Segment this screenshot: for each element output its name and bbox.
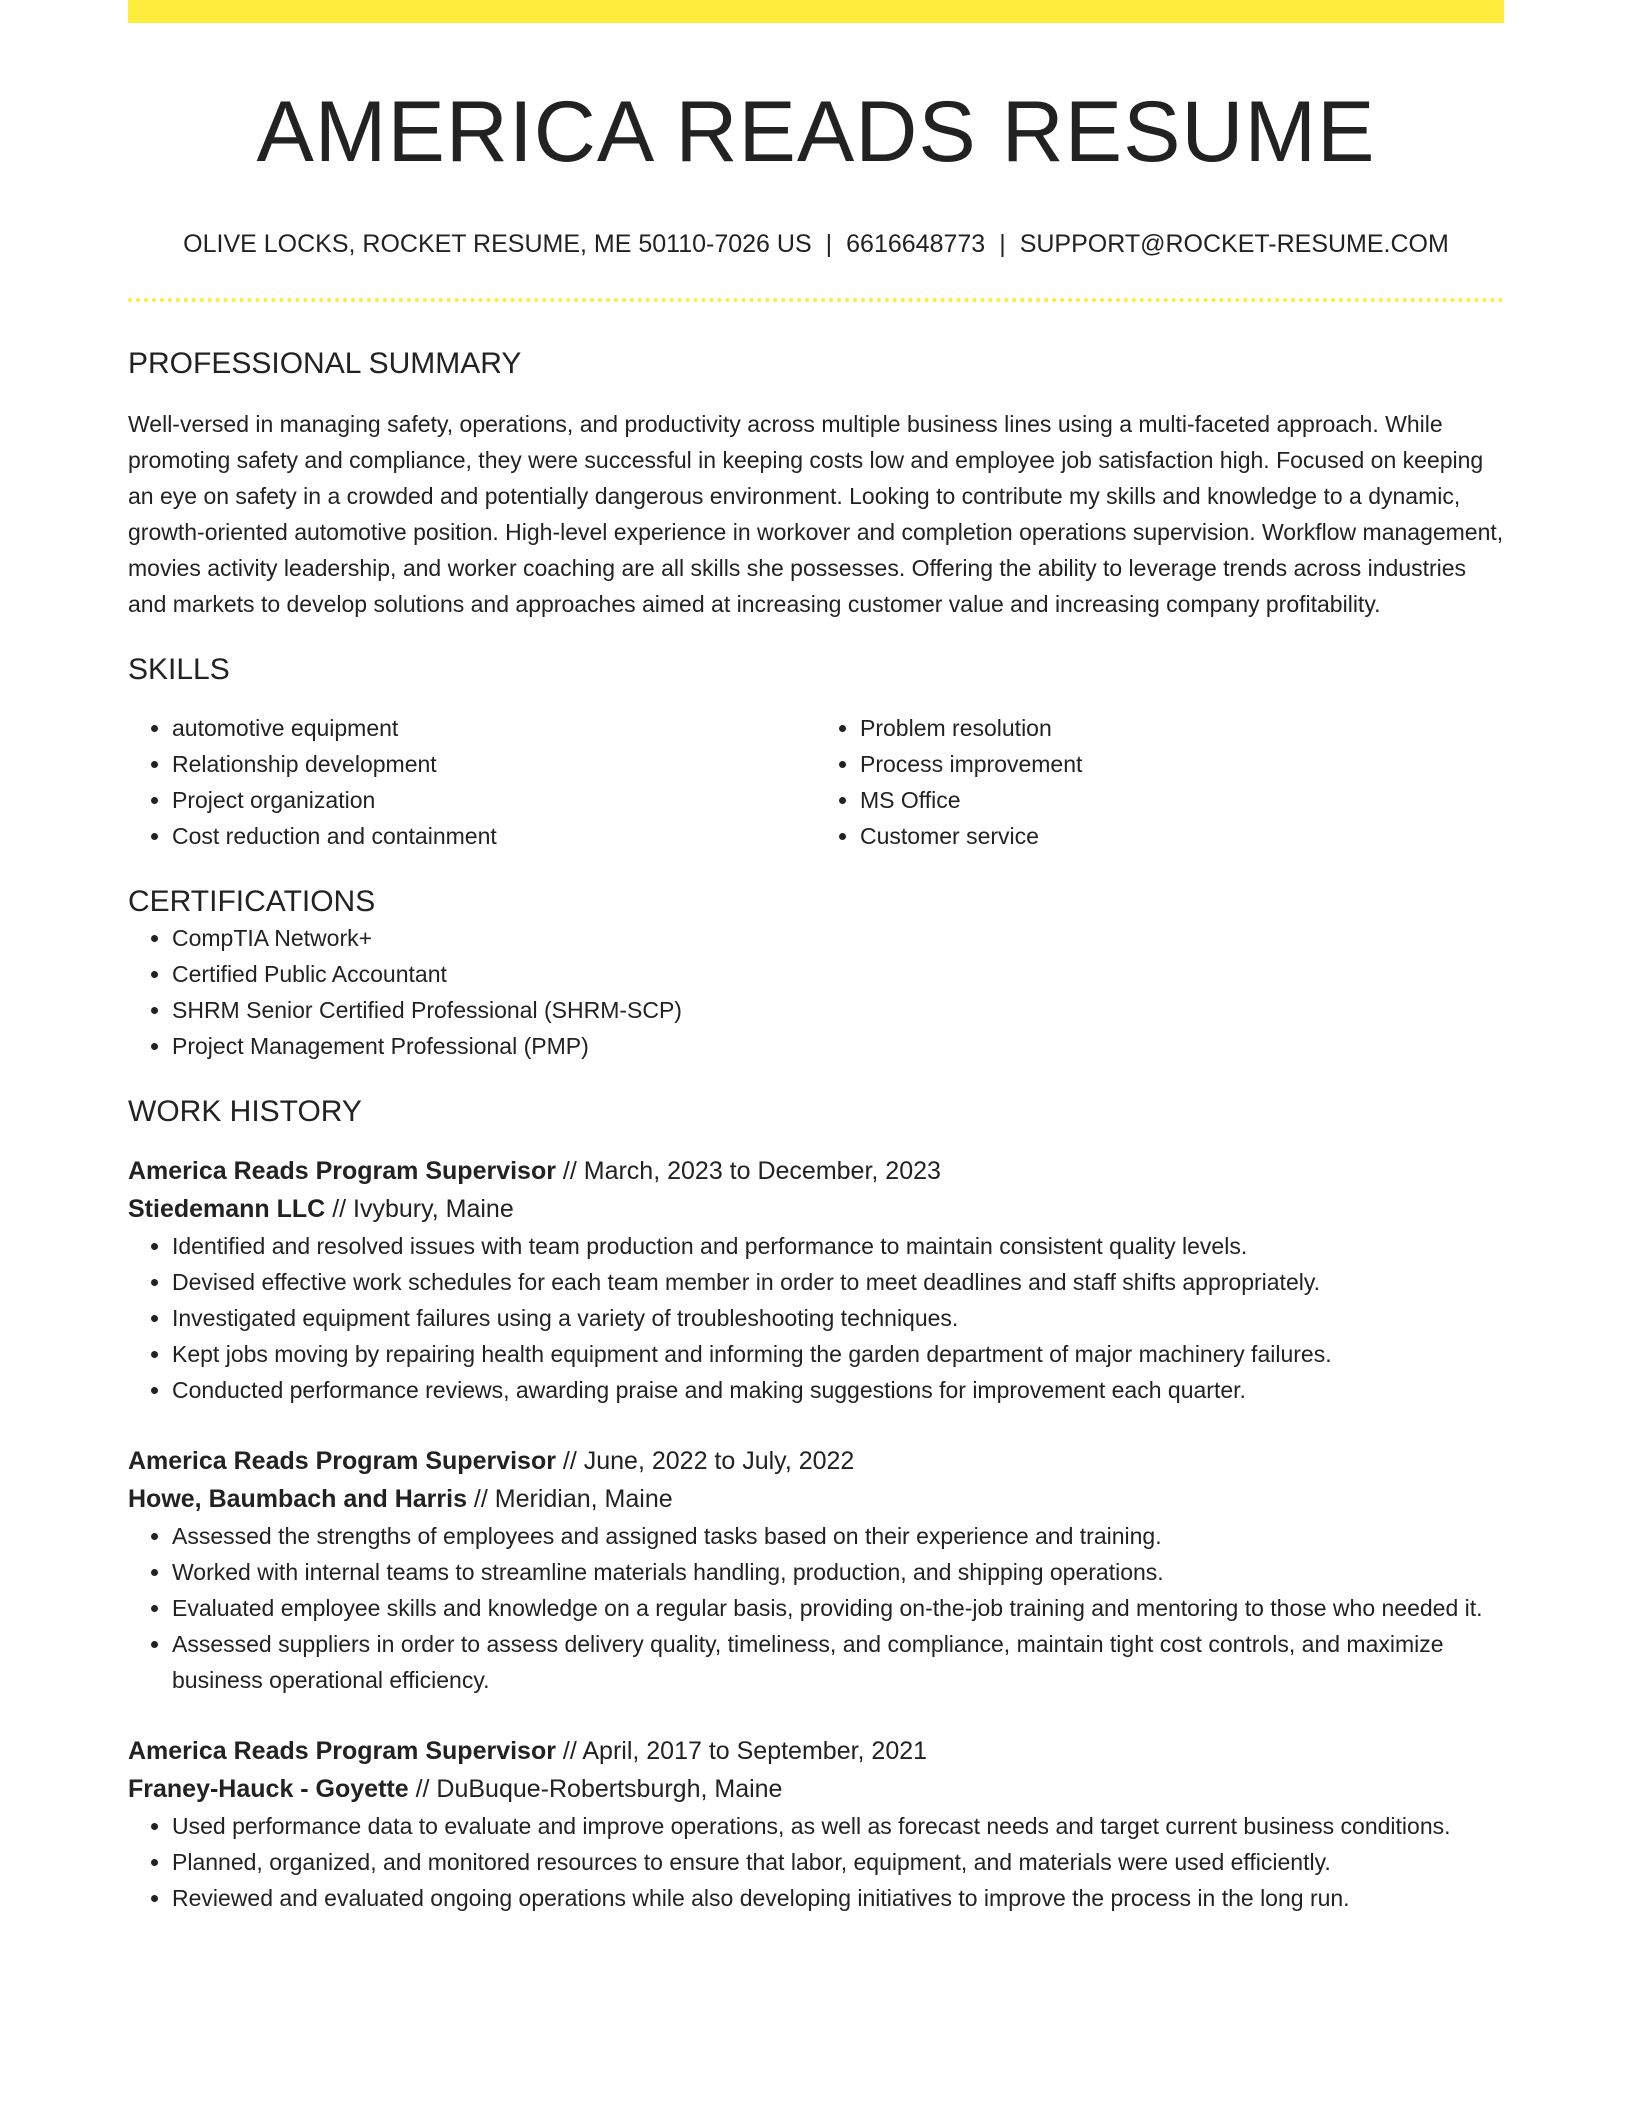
skill-item: • Customer service xyxy=(860,818,1504,854)
job-dates: // June, 2022 to July, 2022 xyxy=(555,1447,855,1476)
job-company: Franey-Hauck - Goyette xyxy=(128,1775,409,1804)
skill-item: • MS Office xyxy=(860,782,1504,818)
job-bullet: • Kept jobs moving by repairing health equipment and informing the garden department of major machinery failures. xyxy=(172,1336,1504,1372)
accent-bar xyxy=(128,0,1504,23)
job-bullet: • Identified and resolved issues with team production and performance to maintain consistent quality levels. xyxy=(172,1228,1504,1264)
work-history-section xyxy=(128,1094,1504,1916)
job-role: America Reads Program Supervisor xyxy=(128,1447,556,1476)
skills-columns xyxy=(128,710,1504,854)
job-title-line xyxy=(128,1152,1504,1190)
job-bullet: • Devised effective work schedules for each team member in order to meet deadlines and staff shifts appropriately. xyxy=(172,1264,1504,1300)
skill-item: • Relationship development xyxy=(172,746,816,782)
skills-list-right xyxy=(816,710,1504,854)
job-company-line xyxy=(128,1480,1504,1518)
job-title-line xyxy=(128,1732,1504,1770)
job-role: America Reads Program Supervisor xyxy=(128,1157,556,1186)
contact-separator: | xyxy=(999,229,1006,258)
skill-item: • Problem resolution xyxy=(860,710,1504,746)
job-bullet: • Conducted performance reviews, awarding praise and making suggestions for improvement each quarter. xyxy=(172,1372,1504,1408)
skills-list-left xyxy=(128,710,816,854)
skills-column-left xyxy=(128,710,816,854)
section-title-skills: SKILLS xyxy=(128,653,230,687)
job-entry xyxy=(128,1442,1504,1698)
job-title-line xyxy=(128,1442,1504,1480)
section-title-work-history: WORK HISTORY xyxy=(128,1095,362,1129)
job-location: // Ivybury, Maine xyxy=(325,1195,514,1224)
skill-item: • Cost reduction and containment xyxy=(172,818,816,854)
job-bullet: • Investigated equipment failures using a variety of troubleshooting techniques. xyxy=(172,1300,1504,1336)
resume-page xyxy=(128,0,1504,1916)
contact-line xyxy=(128,228,1504,261)
job-entry xyxy=(128,1152,1504,1408)
job-company: Howe, Baumbach and Harris xyxy=(128,1485,467,1514)
job-bullet-list xyxy=(128,1228,1504,1408)
skills-column-right xyxy=(816,710,1504,854)
job-bullet: • Assessed the strengths of employees and assigned tasks based on their experience and training. xyxy=(172,1518,1504,1554)
job-location: // DuBuque-Robertsburgh, Maine xyxy=(408,1775,783,1804)
summary-text: Well-versed in managing safety, operations, and productivity across multiple business lines using a multi-faceted approach. While promoting safety and compliance, they were successful in keeping costs low and employee job satisfaction high. Focused on keeping an eye on safety in a crowded and potentially dangerous environment. Looking to contribute my skills and knowledge to a dynamic, growth-oriented automotive position. High-level experience in workover and completion operations supervision. Workflow management, movies activity leadership, and worker coaching are all skills she possesses. Offering the ability to leverage trends across industries and markets to develop solutions and approaches aimed at increasing customer value and increasing company profitability. xyxy=(128,411,1504,618)
contact-separator: | xyxy=(825,229,833,258)
job-bullet-list xyxy=(128,1518,1504,1698)
job-company-line xyxy=(128,1770,1504,1808)
skill-item: • automotive equipment xyxy=(172,710,816,746)
job-bullet: • Assessed suppliers in order to assess delivery quality, timeliness, and compliance, maintain tight cost controls, and maximize business operational efficiency. xyxy=(172,1626,1504,1698)
section-title-summary: PROFESSIONAL SUMMARY xyxy=(128,347,522,381)
resume-name: AMERICA READS RESUME xyxy=(256,84,1376,180)
job-company-line xyxy=(128,1190,1504,1228)
job-location: // Meridian, Maine xyxy=(466,1485,673,1514)
job-bullet-list xyxy=(128,1808,1504,1916)
skill-item: • Process improvement xyxy=(860,746,1504,782)
certifications-list xyxy=(128,920,1504,1064)
skill-item: • Project organization xyxy=(172,782,816,818)
certification-item: • SHRM Senior Certified Professional (SHRM-SCP) xyxy=(172,992,1504,1028)
skills-section xyxy=(128,652,1504,854)
certification-item: • Project Management Professional (PMP) xyxy=(172,1028,1504,1064)
certification-item: • Certified Public Accountant xyxy=(172,956,1504,992)
job-entry xyxy=(128,1732,1504,1916)
contact-phone: 6616648773 xyxy=(846,229,986,258)
contact-email: SUPPORT@ROCKET-RESUME.COM xyxy=(1019,229,1449,258)
job-bullet: • Used performance data to evaluate and improve operations, as well as forecast needs and target current business conditions. xyxy=(172,1808,1504,1844)
job-dates: // April, 2017 to September, 2021 xyxy=(555,1737,928,1766)
job-bullet: • Reviewed and evaluated ongoing operations while also developing initiatives to improve the process in the long run. xyxy=(172,1880,1504,1916)
certification-item: • CompTIA Network+ xyxy=(172,920,1504,956)
job-bullet: • Worked with internal teams to streamline materials handling, production, and shipping operations. xyxy=(172,1554,1504,1590)
certifications-section xyxy=(128,884,1504,1064)
header-divider xyxy=(128,298,1504,302)
section-title-certifications: CERTIFICATIONS xyxy=(128,885,376,919)
job-bullet: • Evaluated employee skills and knowledge on a regular basis, providing on-the-job training and mentoring to those who needed it. xyxy=(172,1590,1504,1626)
job-bullet: • Planned, organized, and monitored resources to ensure that labor, equipment, and materials were used efficiently. xyxy=(172,1844,1504,1880)
job-role: America Reads Program Supervisor xyxy=(128,1737,556,1766)
job-company: Stiedemann LLC xyxy=(128,1195,326,1224)
summary-section xyxy=(128,346,1504,622)
contact-address: OLIVE LOCKS, ROCKET RESUME, ME 50110-7026 US xyxy=(183,229,812,258)
job-dates: // March, 2023 to December, 2023 xyxy=(555,1157,941,1186)
